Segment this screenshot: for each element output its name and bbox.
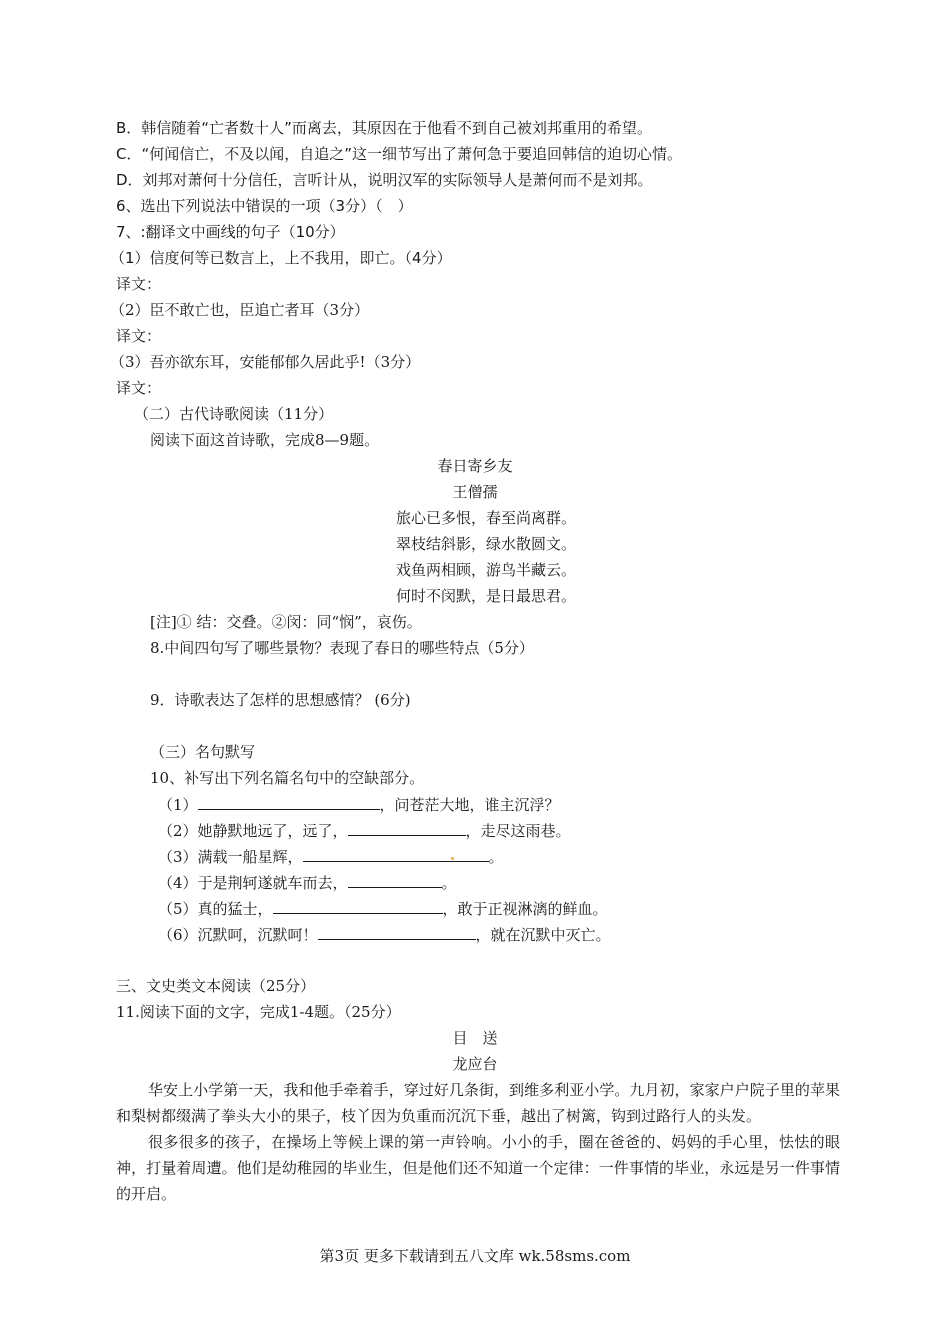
poem-line-4: 何时不闵默，是日最思君。 [396, 587, 577, 605]
poetry-intro: 阅读下面这首诗歌，完成8—9题。 [150, 431, 380, 449]
recite-item-4 [158, 872, 457, 893]
translation-label-2: 译文： [116, 327, 162, 345]
recite-item-3-prefix: （3）满载一船星辉， [158, 848, 303, 866]
recite-item-6-prefix: （6）沉默呵，沉默呵！ [158, 926, 318, 944]
question-10: 10、补写出下列名篇名句中的空缺部分。 [150, 769, 425, 787]
recite-item-5-prefix: （5）真的猛士， [158, 900, 273, 918]
question-9: 9．诗歌表达了怎样的思想感情？ (6分) [150, 691, 411, 709]
stray-mark [451, 857, 454, 860]
recite-item-6-suffix: ，就在沉默中灭亡。 [475, 926, 611, 944]
question-7-sentence-1: （1）信度何等已数言上，上不我用，即亡。（4分） [110, 249, 452, 267]
question-7-title: 7、:翻译文中画线的句子（10分） [116, 223, 345, 241]
recite-item-6 [158, 924, 611, 945]
page-footer: 第3页 更多下载请到五八文库 wk.58sms.com [319, 1247, 631, 1265]
option-d: D．刘邦对萧何十分信任，言听计从，说明汉军的实际领导人是萧何而不是刘邦。 [116, 171, 653, 189]
recite-item-4-suffix: 。 [441, 874, 457, 892]
poem-line-3: 戏鱼两相顾，游鸟半藏云。 [396, 561, 577, 579]
essay-body [116, 1077, 840, 1207]
answer-blank-6[interactable] [318, 924, 476, 940]
option-b: B．韩信随着“亡者数十人”而离去，其原因在于他看不到自己被刘邦重用的希望。 [116, 119, 652, 137]
question-11: 11.阅读下面的文字，完成1-4题。（25分） [116, 1003, 401, 1021]
essay-paragraph-2: 很多很多的孩子，在操场上等候上课的第一声铃响。小小的手，圈在爸爸的、妈妈的手心里，怯怯的眼神，打量着周遭。他们是幼稚园的毕业生，但是他们还不知道一个定律：一件事情的毕业，永远是另一件事情的开启。 [116, 1133, 840, 1203]
poetry-heading: （二）古代诗歌阅读（11分） [134, 405, 334, 423]
poem-line-1: 旅心已多恨，春至尚离群。 [396, 509, 577, 527]
recite-item-2-prefix: （2）她静默地远了，远了， [158, 822, 348, 840]
essay-author: 龙应台 [452, 1055, 498, 1073]
recite-item-4-prefix: （4）于是荆轲遂就车而去， [158, 874, 348, 892]
poem-title: 春日寄乡友 [437, 457, 513, 475]
poem-note: [注]① 结：交叠。②闵：同“悯”，哀伤。 [150, 613, 422, 631]
answer-blank-2[interactable] [348, 820, 466, 836]
translation-label-1: 译文： [116, 275, 162, 293]
question-7-sentence-2: （2）臣不敢亡也，臣追亡者耳（3分） [110, 301, 370, 319]
recite-item-1-prefix: （1） [158, 796, 198, 814]
poem-author: 王僧孺 [452, 483, 498, 501]
answer-blank-3[interactable] [303, 846, 489, 862]
option-c: C．“何闻信亡，不及以闻，自追之”这一细节写出了萧何急于要追回韩信的迫切心情。 [116, 145, 683, 163]
answer-blank-4[interactable] [348, 872, 442, 888]
question-7-sentence-3: （3）吾亦欲东耳，安能郁郁久居此乎!（3分） [110, 353, 421, 371]
translation-label-3: 译文： [116, 379, 162, 397]
recite-item-1 [158, 794, 560, 815]
answer-blank-1[interactable] [198, 794, 380, 810]
poem-line-2: 翠枝结斜影，绿水散圆文。 [396, 535, 577, 553]
answer-blank-5[interactable] [273, 898, 443, 914]
recite-item-5 [158, 898, 608, 919]
recite-item-1-suffix: ，问苍茫大地，谁主沉浮？ [379, 796, 560, 814]
recite-item-2 [158, 820, 571, 841]
essay-title: 目 送 [452, 1029, 498, 1047]
recite-item-3-suffix: 。 [488, 848, 504, 866]
recite-item-5-suffix: ，敢于正视淋漓的鲜血。 [442, 900, 608, 918]
question-8: 8.中间四句写了哪些景物？表现了春日的哪些特点（5分） [150, 639, 534, 657]
recite-item-2-suffix: ，走尽这雨巷。 [465, 822, 571, 840]
essay-paragraph-1: 华安上小学第一天，我和他手牵着手，穿过好几条街，到维多利亚小学。九月初，家家户户院子里的苹果和梨树都缀满了拳头大小的果子，枝丫因为负重而沉沉下垂，越出了树篱，钩到过路行人的头发。 [116, 1081, 840, 1125]
section-3-heading: 三、文史类文本阅读（25分） [116, 977, 316, 995]
recite-heading: （三）名句默写 [150, 743, 256, 761]
question-6: 6、选出下列说法中错误的一项（3分）（ ） [116, 197, 413, 215]
